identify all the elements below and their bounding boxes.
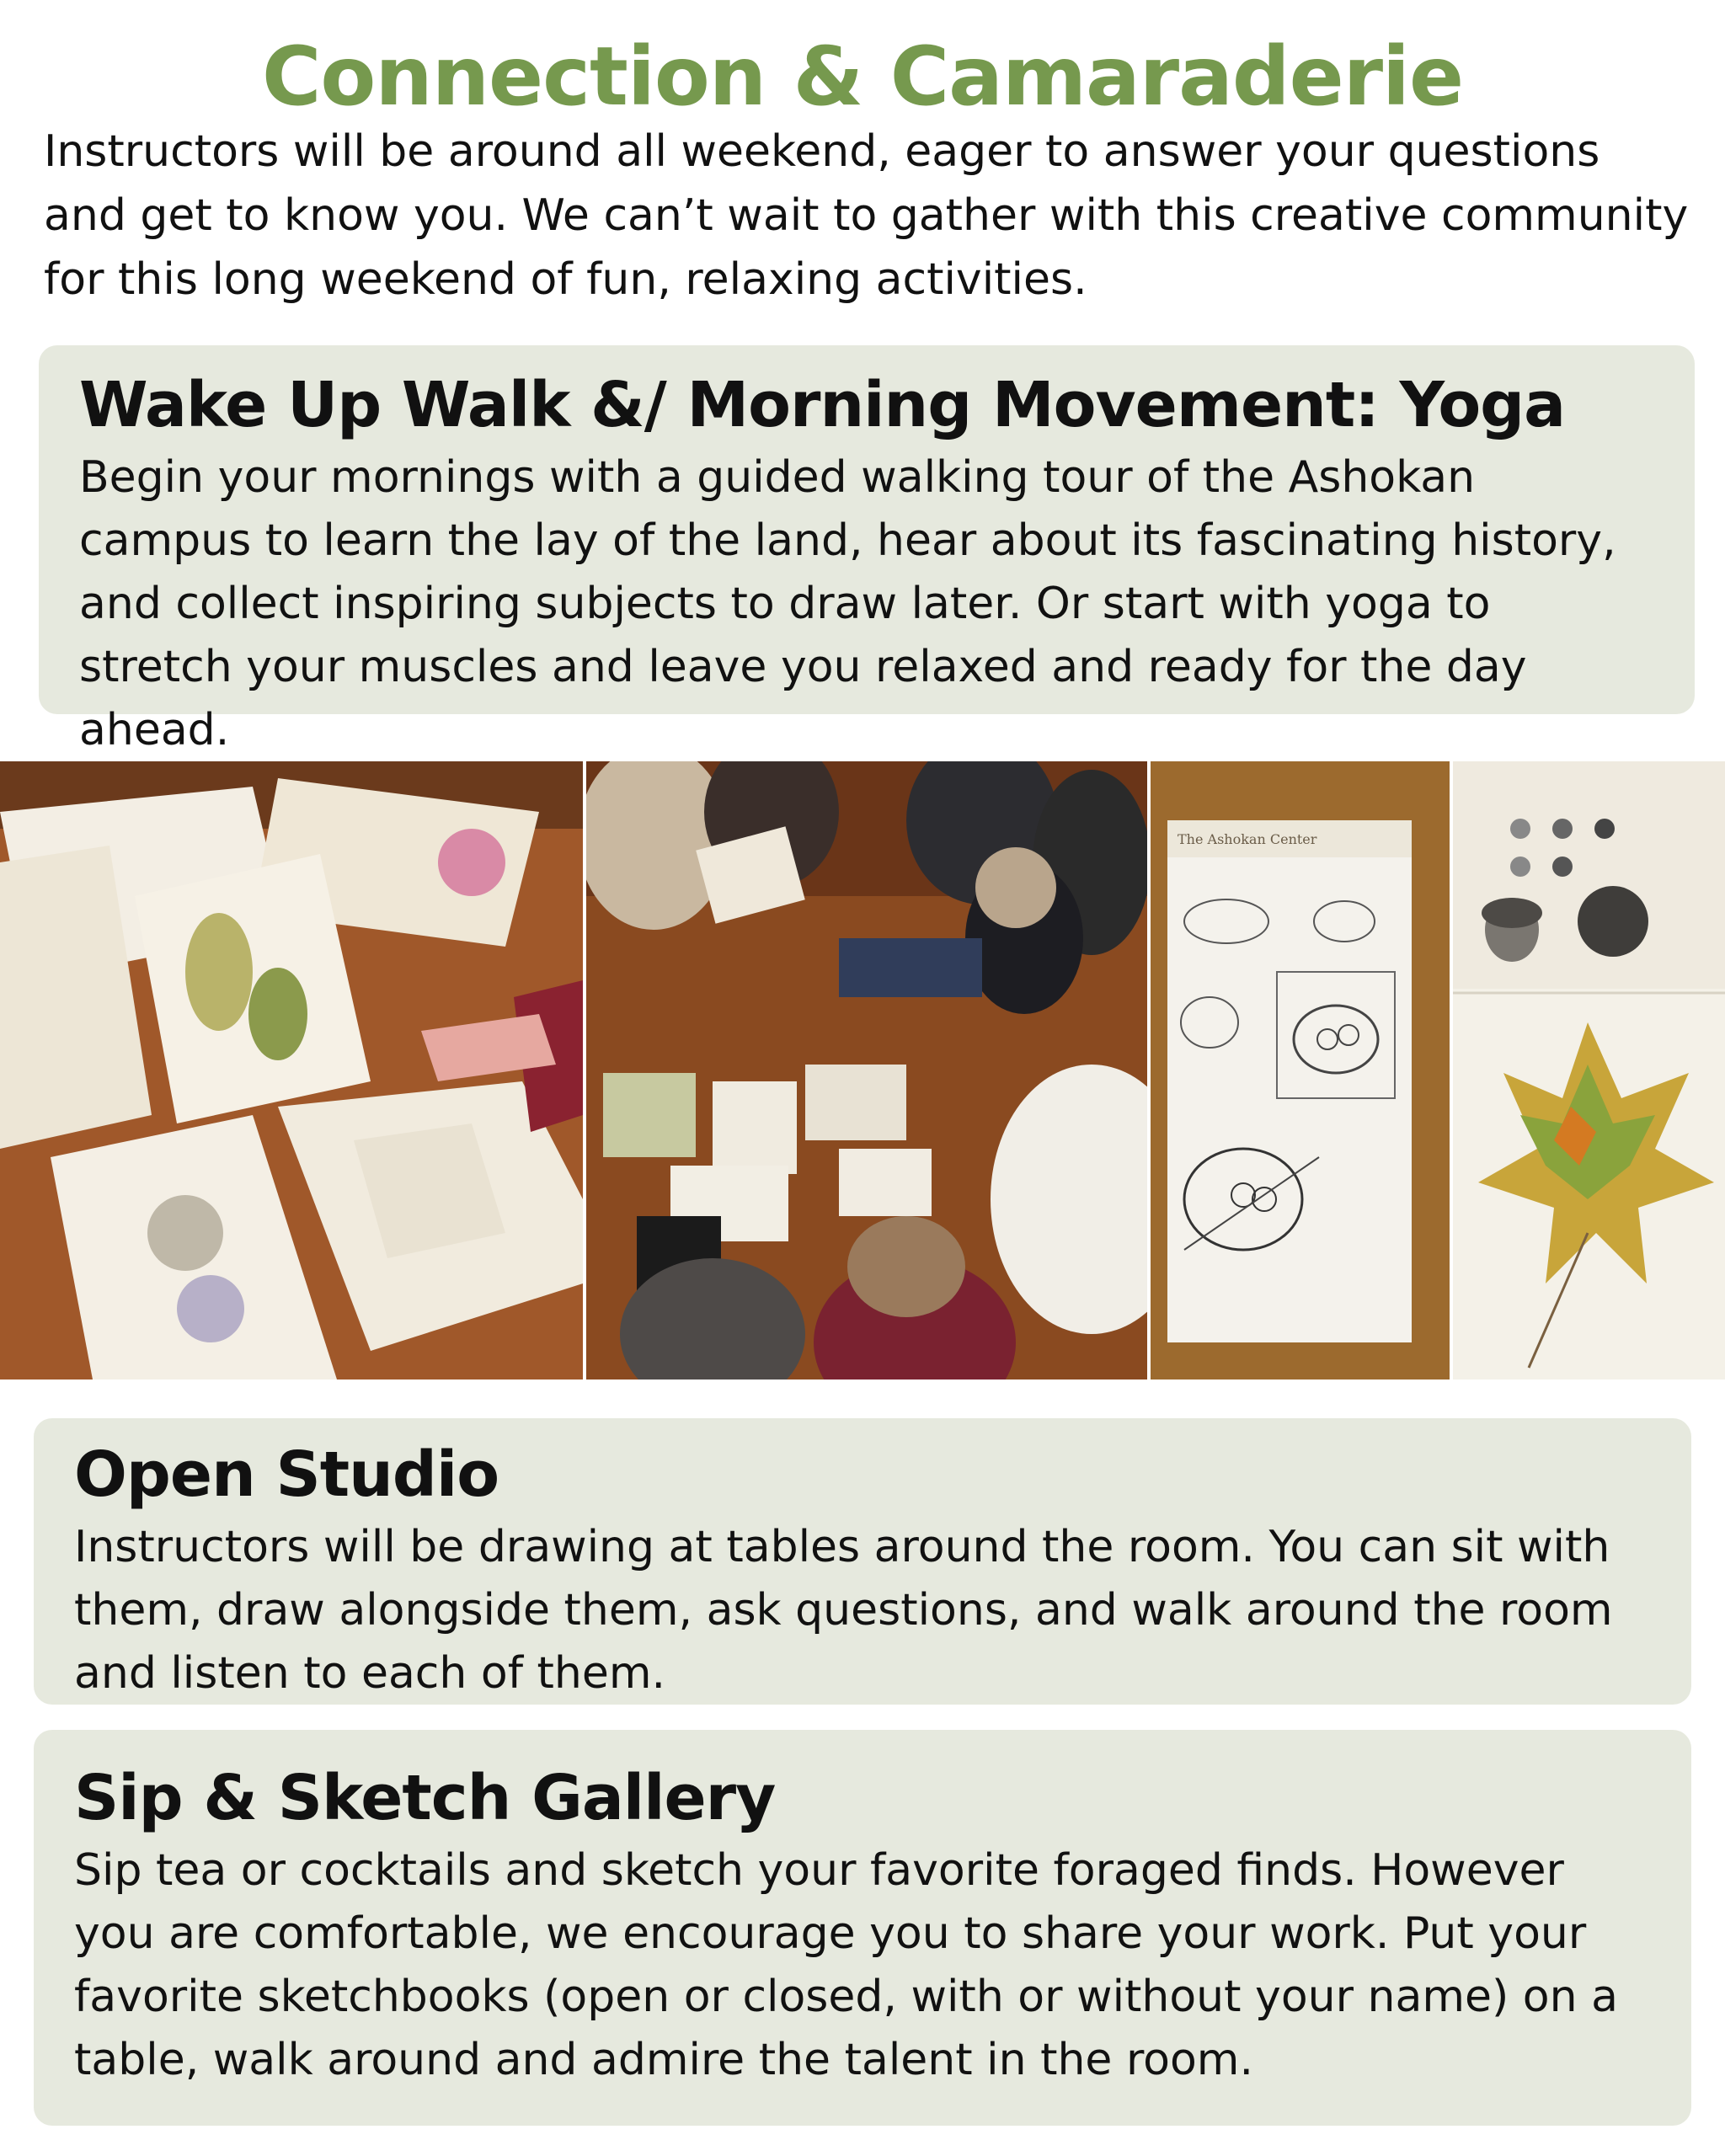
photo-acorn-and-maple-leaf [1453, 761, 1725, 1380]
section-card-morning-movement [39, 345, 1695, 755]
section-body: Begin your mornings with a guided walking tour of the Ashokan campus to learn the lay of the land, hear about its fascinating history, and collect inspiring subjects to draw later. Or start with yoga to stretch your muscles and leave you relaxed and ready for the day ahead. [79, 452, 1616, 755]
photo-nest-sketches [1151, 761, 1450, 1380]
photo-sketchbooks-on-table [0, 761, 583, 1380]
section-card-sip-and-sketch [34, 1730, 1691, 2126]
sketchbook-header-text: The Ashokan Center [1178, 831, 1317, 847]
page-title: Connection & Camaraderie [261, 29, 1464, 124]
section-card-open-studio [34, 1418, 1691, 1705]
intro-text: Instructors will be around all weekend, eager to answer your questions and get to know you. We can’t wait to gather with this creative community for this long weekend of fun, relaxing activities. [44, 126, 1689, 305]
section-heading: Sip & Sketch Gallery [74, 1762, 776, 1834]
section-heading: Wake Up Walk &/ Morning Movement: Yoga [79, 369, 1566, 441]
photo-participants-sharing [586, 761, 1147, 1380]
section-body: Sip tea or cocktails and sketch your favorite foraged finds. However you are comfortable, we encourage you to share your work. Put your favorite sketchbooks (open or closed, with or without your name) on a table, walk around and admire the talent in the room. [74, 1845, 1618, 2085]
section-heading: Open Studio [74, 1438, 499, 1511]
section-body: Instructors will be drawing at tables around the room. You can sit with them, draw alongside them, ask questions, and walk around the room and listen to each of them. [74, 1522, 1613, 1699]
photo-strip [0, 761, 1725, 1380]
